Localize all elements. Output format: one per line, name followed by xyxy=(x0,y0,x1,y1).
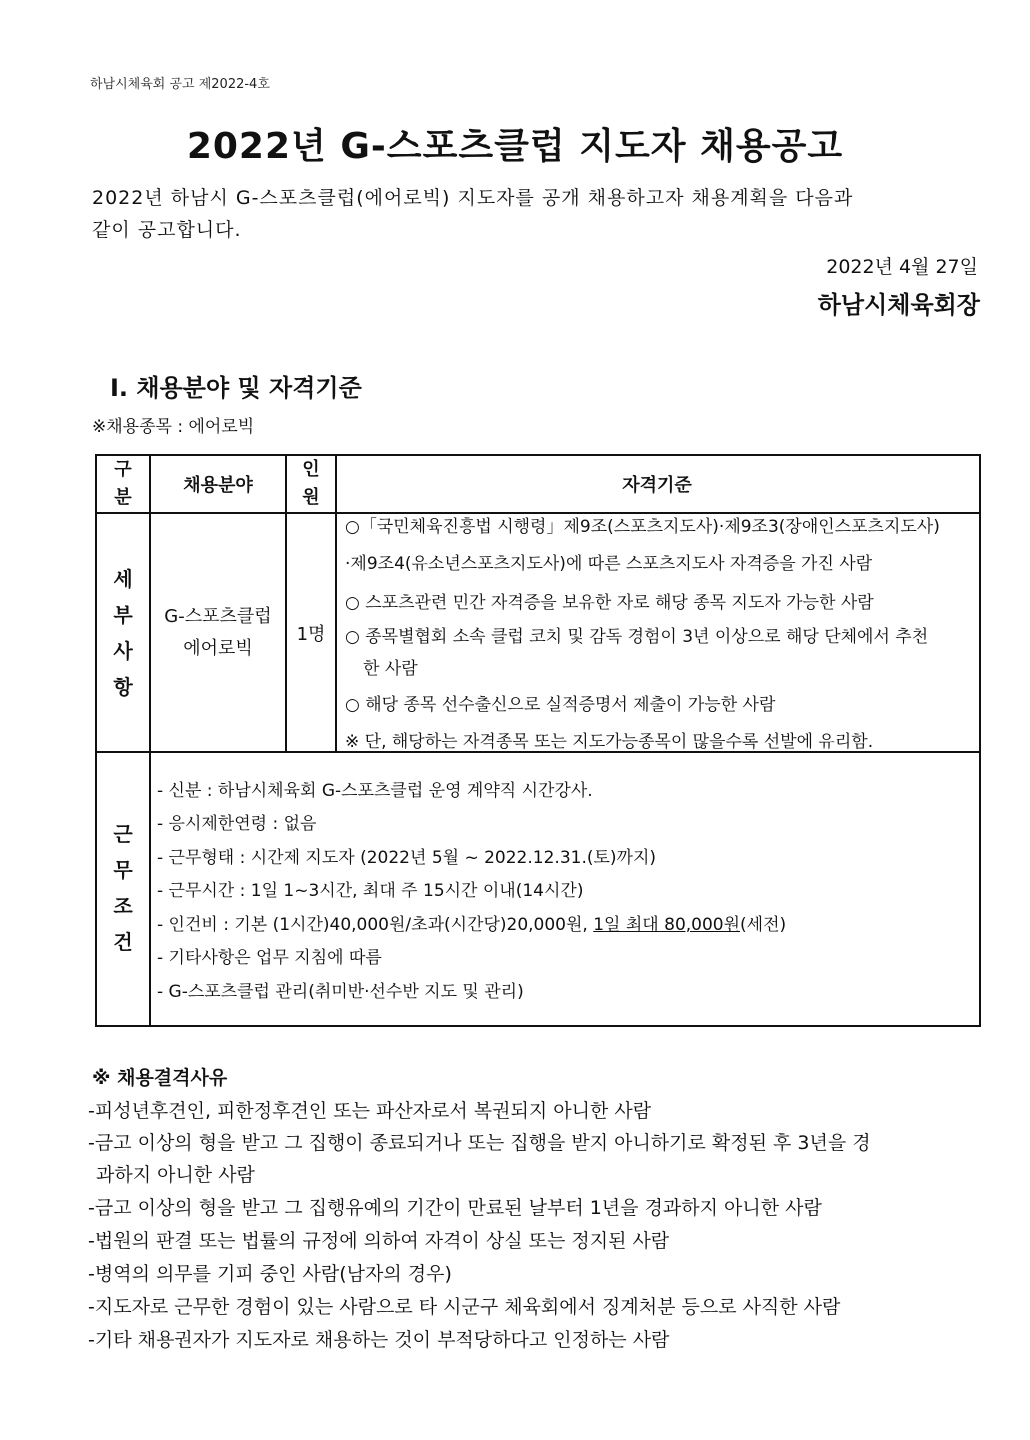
field-line: G-스포츠클럽 xyxy=(164,605,272,627)
header-division-char: 구 xyxy=(114,459,132,480)
disqualification-item: -피성년후견인, 피한정후견인 또는 파산자로서 복권되지 아니한 사람 xyxy=(88,1100,652,1122)
qualification-item: 한 사람 xyxy=(363,659,418,679)
header-field: 채용분야 xyxy=(183,475,253,496)
disqualification-item: -지도자로 근무한 경험이 있는 사람으로 타 시군구 체육회에서 징계처분 등으로 사직한 사람 xyxy=(88,1296,841,1318)
qualification-item: ○「국민체육진흥법 시행령」제9조(스포츠지도사)·제9조3(장애인스포츠지도사) xyxy=(345,517,940,537)
condition-item-pay xyxy=(157,910,786,935)
header-division-char: 분 xyxy=(114,487,132,508)
details-label xyxy=(97,514,149,751)
condition-item: - 기타사항은 업무 지침에 따름 xyxy=(157,948,382,968)
qualification-item: ○ 종목별협회 소속 클럽 코치 및 감독 경험이 3년 이상으로 해당 단체에서 추천 xyxy=(345,627,929,647)
page-title: 2022년 G-스포츠클럽 지도자 채용공고 xyxy=(186,126,844,167)
header-division xyxy=(97,456,149,512)
field-line: 에어로빅 xyxy=(183,637,253,659)
pay-suffix: (세전) xyxy=(740,915,787,935)
conditions-label-char: 근 xyxy=(113,822,133,846)
conditions-label xyxy=(97,753,149,1023)
intro-paragraph xyxy=(92,182,962,246)
recruitment-table xyxy=(95,454,981,1027)
qualification-note: ※ 단, 해당하는 자격종목 또는 지도가능종목이 많을수록 선발에 유리함. xyxy=(345,732,874,752)
disqualification-title: ※ 채용결격사유 xyxy=(92,1067,228,1089)
header-count xyxy=(287,456,335,512)
details-count: 1명 xyxy=(296,623,326,645)
details-label-char: 부 xyxy=(113,602,133,627)
details-label-char: 항 xyxy=(113,674,133,699)
pay-max: 1일 최대 80,000원 xyxy=(593,915,741,935)
header-count-char: 원 xyxy=(302,487,320,508)
disqualification-item: 과하지 아니한 사람 xyxy=(96,1164,255,1186)
disqualification-item: -금고 이상의 형을 받고 그 집행유예의 기간이 만료된 날부터 1년을 경과하지 아니한 사람 xyxy=(88,1197,822,1219)
header-count-char: 인 xyxy=(302,459,320,480)
notice-number: 하남시체육회 공고 제2022-4호 xyxy=(90,77,270,92)
disqualification-item: -기타 채용권자가 지도자로 채용하는 것이 부적당하다고 인정하는 사람 xyxy=(88,1329,670,1351)
notice-date: 2022년 4월 27일 xyxy=(826,256,978,278)
disqualification-item: -병역의 의무를 기피 중인 사람(남자의 경우) xyxy=(88,1263,452,1285)
condition-item: - 응시제한연령 : 없음 xyxy=(157,814,317,834)
details-field xyxy=(151,514,285,751)
condition-item: - G-스포츠클럽 관리(취미반·선수반 지도 및 관리) xyxy=(157,982,524,1002)
details-label-char: 사 xyxy=(113,638,133,663)
header-qualification: 자격기준 xyxy=(622,475,692,496)
conditions-label-char: 무 xyxy=(113,858,133,882)
disqualification-item: -금고 이상의 형을 받고 그 집행이 종료되거나 또는 집행을 받지 아니하기로 확정된 후 3년을 경 xyxy=(88,1132,871,1154)
pay-prefix: - 인건비 : 기본 (1시간)40,000원/초과(시간당)20,000원, xyxy=(157,915,594,935)
recruit-item: ※채용종목 : 에어로빅 xyxy=(92,417,255,437)
intro-line: 같이 공고합니다. xyxy=(92,219,242,241)
details-label-char: 세 xyxy=(113,566,133,591)
intro-line: 2022년 하남시 G-스포츠클럽(에어로빅) 지도자를 공개 채용하고자 채용계획을 다음과 xyxy=(92,187,854,209)
conditions-label-char: 건 xyxy=(113,930,133,954)
qualification-item: ·제9조4(유소년스포츠지도사)에 따른 스포츠지도사 자격증을 가진 사람 xyxy=(345,554,873,574)
conditions-label-char: 조 xyxy=(113,894,133,918)
condition-item: - 신분 : 하남시체육회 G-스포츠클럽 운영 계약직 시간강사. xyxy=(157,781,593,801)
condition-item: - 근무시간 : 1일 1~3시간, 최대 주 15시간 이내(14시간) xyxy=(157,881,584,901)
disqualification-item: -법원의 판결 또는 법률의 규정에 의하여 자격이 상실 또는 정지된 사람 xyxy=(88,1230,670,1252)
qualification-item: ○ 스포츠관련 민간 자격증을 보유한 자로 해당 종목 지도자 가능한 사람 xyxy=(345,593,874,613)
signer: 하남시체육회장 xyxy=(817,291,980,319)
qualification-item: ○ 해당 종목 선수출신으로 실적증명서 제출이 가능한 사람 xyxy=(345,695,776,715)
section-heading: Ⅰ. 채용분야 및 자격기준 xyxy=(110,374,362,402)
condition-item: - 근무형태 : 시간제 지도자 (2022년 5월 ~ 2022.12.31.(토)까지) xyxy=(157,848,657,868)
